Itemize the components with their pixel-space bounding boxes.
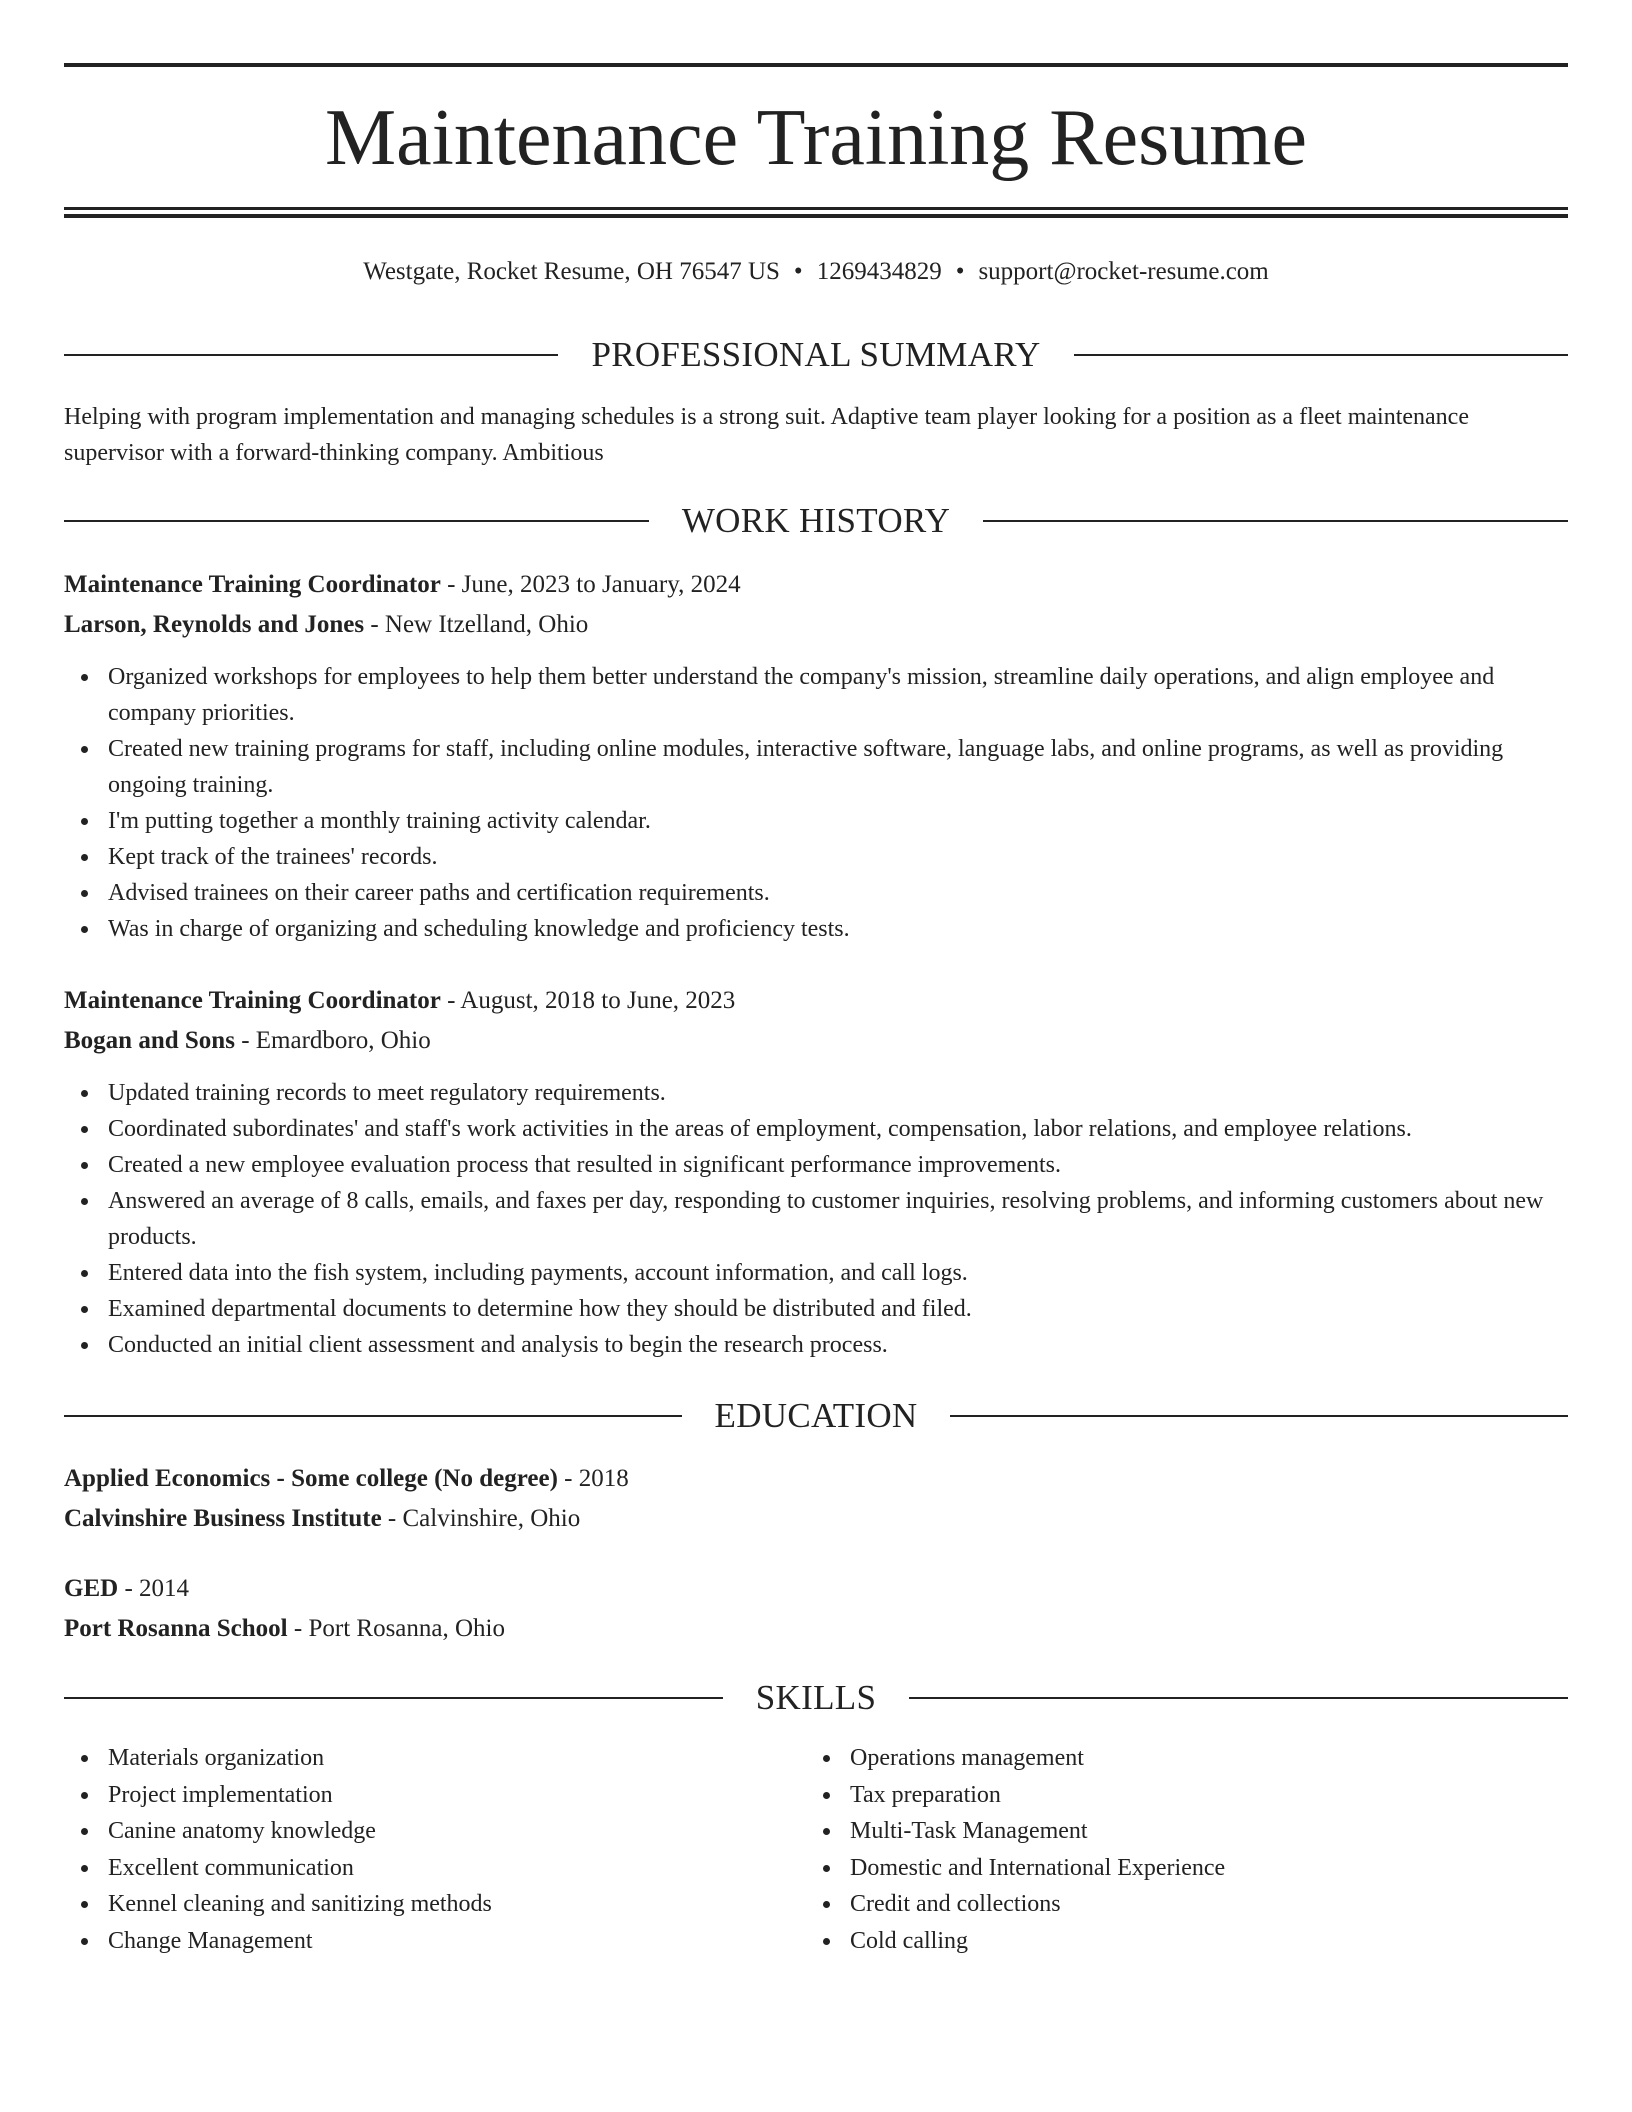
job-company-line [64,605,1568,645]
list-item: Answered an average of 8 calls, emails, and faxes per day, responding to customer inquiries, resolving problems, and informing customers about new products. [64,1183,1568,1255]
resume-title: Maintenance Training Resume [324,94,1308,182]
list-item: Organized workshops for employees to help them better understand the company's mission, streamline daily operations, and align employee and company priorities. [64,659,1568,731]
education-school: Port Rosanna School [64,1615,288,1642]
contact-separator: • [955,258,965,285]
list-item: Updated training records to meet regulatory requirements. [64,1075,1568,1111]
education-degree-line [64,1459,1568,1499]
skill-item: Excellent communication [64,1850,764,1886]
job-bullets [64,659,1568,947]
heading-rule [64,1697,723,1699]
education-school-line [64,1499,1568,1539]
list-item: I'm putting together a monthly training activity calendar. [64,803,1568,839]
skill-item: Credit and collections [806,1886,1506,1922]
skill-item: Materials organization [64,1740,764,1776]
skill-item: Cold calling [806,1923,1506,1959]
education-location: - Port Rosanna, Ohio [287,1615,505,1642]
list-item: Conducted an initial client assessment and analysis to begin the research process. [64,1327,1568,1363]
education-year: - 2014 [118,1575,190,1602]
section-heading-summary [64,330,1568,380]
contact-line [64,254,1568,290]
list-item: Created new training programs for staff, including online modules, interactive software, language labs, and online programs, as well as providing ongoing training. [64,731,1568,803]
section-heading-work [64,496,1568,546]
list-item: Was in charge of organizing and scheduling knowledge and proficiency tests. [64,911,1568,947]
list-item: Examined departmental documents to determine how they should be distributed and filed. [64,1291,1568,1327]
summary-text: Helping with program implementation and managing schedules is a strong suit. Adaptive team player looking for a position as a fleet maintenance supervisor with a forward-thinking company. Ambitious [64,404,1469,466]
contact-address: Westgate, Rocket Resume, OH 76547 US [363,258,780,285]
heading-rule [983,520,1568,522]
skill-item: Canine anatomy knowledge [64,1813,764,1849]
education-school: Calvinshire Business Institute [64,1505,382,1532]
job-location: - Emardboro, Ohio [234,1027,431,1054]
job-bullets [64,1075,1568,1363]
education-school-line [64,1609,1568,1649]
job-location: - New Itzelland, Ohio [364,611,589,638]
contact-separator: • [793,258,803,285]
skills-list-left [64,1740,764,1959]
skills-list-right [806,1740,1506,1959]
skill-item: Operations management [806,1740,1506,1776]
section-title: EDUCATION [714,1396,918,1435]
education-degree-line [64,1569,1568,1609]
heading-rule [1074,354,1568,356]
top-rule [64,63,1568,67]
list-item: Created a new employee evaluation process that resulted in significant performance improvements. [64,1147,1568,1183]
title-rule-upper [64,207,1568,210]
contact-phone: 1269434829 [816,258,942,285]
job-company: Larson, Reynolds and Jones [64,611,365,638]
list-item: Entered data into the fish system, including payments, account information, and call logs. [64,1255,1568,1291]
job-dates: - August, 2018 to June, 2023 [440,987,736,1014]
heading-rule [64,520,649,522]
education-year: - 2018 [557,1465,629,1492]
education-degree: Applied Economics - Some college (No degree) [64,1465,558,1492]
job-company: Bogan and Sons [64,1027,235,1054]
heading-rule [64,354,558,356]
education-degree: GED [64,1575,119,1602]
list-item: Advised trainees on their career paths and certification requirements. [64,875,1568,911]
section-title: SKILLS [755,1678,877,1717]
section-title: WORK HISTORY [681,501,951,540]
heading-rule [950,1415,1568,1417]
skill-item: Project implementation [64,1777,764,1813]
skill-item: Change Management [64,1923,764,1959]
job-title-line [64,981,1568,1021]
education-location: - Calvinshire, Ohio [381,1505,581,1532]
job-dates: - June, 2023 to January, 2024 [440,571,741,598]
job-company-line [64,1021,1568,1061]
skill-item: Tax preparation [806,1777,1506,1813]
title-rule-lower [64,214,1568,218]
section-heading-education [64,1391,1568,1441]
section-title: PROFESSIONAL SUMMARY [591,335,1041,374]
skill-item: Domestic and International Experience [806,1850,1506,1886]
job-title: Maintenance Training Coordinator [64,987,441,1014]
skill-item: Multi-Task Management [806,1813,1506,1849]
job-title: Maintenance Training Coordinator [64,571,441,598]
skill-item: Kennel cleaning and sanitizing methods [64,1886,764,1922]
section-heading-skills [64,1673,1568,1723]
contact-email: support@rocket-resume.com [978,258,1269,285]
list-item: Coordinated subordinates' and staff's work activities in the areas of employment, compensation, labor relations, and employee relations. [64,1111,1568,1147]
heading-rule [64,1415,682,1417]
job-title-line [64,565,1568,605]
list-item: Kept track of the trainees' records. [64,839,1568,875]
heading-rule [909,1697,1568,1699]
